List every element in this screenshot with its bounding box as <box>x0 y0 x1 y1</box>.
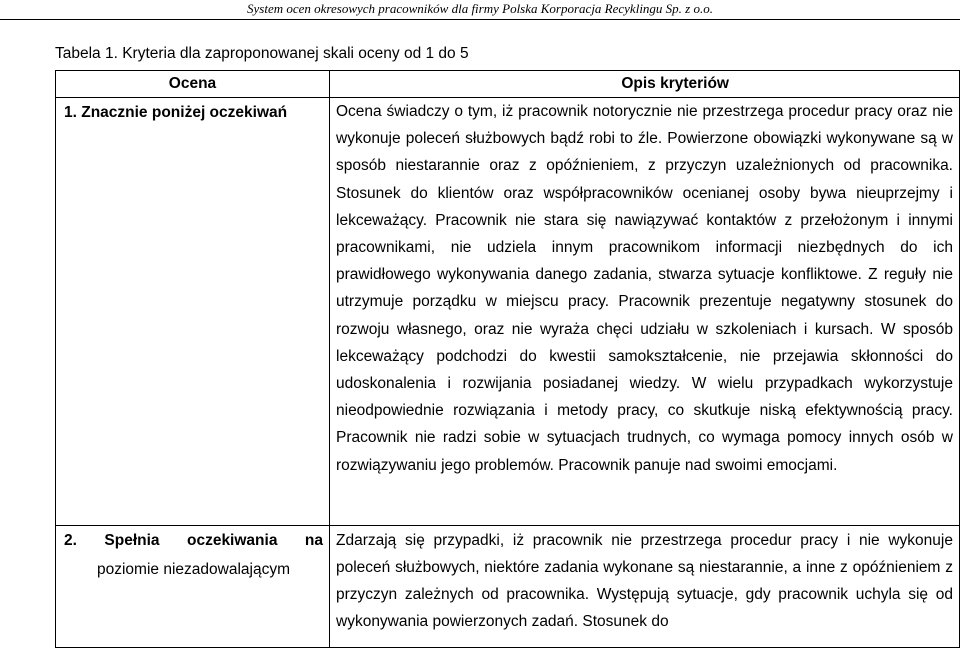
grade-label: 2. Spełnia oczekiwania na <box>64 532 323 549</box>
criteria-description: Zdarzają się przypadki, iż pracownik nie przestrzega procedur pracy i nie wykonuje poleceń służbowych, niektóre zadania wykonane są niestarannie, a inne z opóźnieniem z przyczyn zależnych od pracownika. Występują sytuacje, gdy pracownik uchyla się od wykonywania powierzonych zadań. Stosunek do <box>330 526 960 648</box>
grade-cell <box>56 98 330 526</box>
table-caption: Tabela 1. Kryteria dla zaproponowanej skali oceny od 1 do 5 <box>55 45 469 62</box>
running-header: System ocen okresowych pracowników dla firmy Polska Korporacja Recyklingu Sp. z o.o. <box>247 1 713 16</box>
column-header-grade: Ocena <box>56 71 330 98</box>
criteria-table <box>55 70 960 648</box>
header-rule <box>0 19 960 20</box>
grade-label: 1. Znacznie poniżej oczekiwań <box>64 104 288 121</box>
criteria-description: Ocena świadczy o tym, iż pracownik notorycznie nie przestrzega procedur pracy oraz nie wykonuje poleceń służbowych bądź robi to źle. Powierzone obowiązki wykonywane są w sposób niestarannie oraz z opóźnieniem, z przyczyn uzależnionych od pracownika. Stosunek do klientów oraz współpracowników ocenianej osoby bywa nieuprzejmy i lekceważący. Pracownik nie stara się nawiązywać kontaktów z przełożonym i innymi pracownikami, nie udziela innym pracownikom informacji niezbędnych do ich prawidłowego wykonywania danego zadania, stwarza sytuacje konfliktowe. Z reguły nie utrzymuje porządku w miejscu pracy. Pracownik prezentuje negatywny stosunek do rozwoju własnego, oraz nie wyraża chęci udziału w szkoleniach i kursach. W sposób lekceważący podchodzi do kwestii samokształcenie, nie przejawia skłonności do udoskonalenia i rozwijania posiadanej wiedzy. W wielu przypadkach wykorzystuje nieodpowiednie rozwiązania i metody pracy, co skutkuje niską efektywnością pracy. Pracownik nie radzi sobie w sytuacjach trudnych, co wymaga pomocy innych osób w rozwiązywaniu jego problemów. Pracownik panuje nad swoimi emocjami. <box>330 98 960 526</box>
column-header-description: Opis kryteriów <box>330 71 960 98</box>
table-row <box>56 526 960 648</box>
table-row <box>56 98 960 526</box>
grade-label-continued: poziomie niezadowalającym <box>97 561 290 578</box>
grade-cell <box>56 526 330 648</box>
table-header-row <box>56 71 960 98</box>
